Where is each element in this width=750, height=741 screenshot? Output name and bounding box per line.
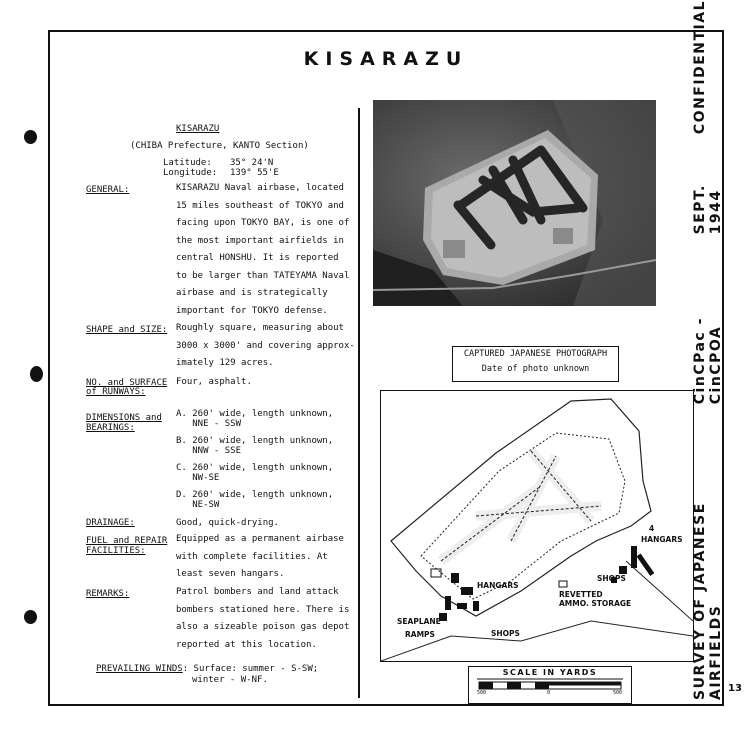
runway-a xyxy=(176,409,333,429)
runway-line: D. 260' wide, length unknown, xyxy=(176,490,334,500)
runway-d xyxy=(176,490,333,510)
runway-bearing: NNW - SSE xyxy=(176,446,242,456)
runway-b xyxy=(176,436,333,456)
winds-label: PREVAILING WINDS xyxy=(96,664,183,674)
label-revetted: REVETTED xyxy=(559,590,603,599)
label-hangars-left: HANGARS xyxy=(477,581,519,590)
general-line: central HONSHU. It is reported xyxy=(176,253,339,263)
remarks-text xyxy=(176,584,349,654)
drainage-label: DRAINAGE: xyxy=(86,518,135,528)
latitude-label: Latitude: xyxy=(163,158,212,168)
photo-caption xyxy=(452,346,619,382)
longitude-value: 139° 55'E xyxy=(230,168,279,178)
scale-left: 500 xyxy=(477,690,487,696)
dims-label-1: DIMENSIONS and xyxy=(86,413,162,423)
scale-graphic xyxy=(469,667,631,703)
longitude-label: Longitude: xyxy=(163,168,218,178)
prefecture: (CHIBA Prefecture, KANTO Section) xyxy=(130,141,309,151)
fuel-label-2: FACILITIES: xyxy=(86,546,146,556)
shape-label: SHAPE and SIZE: xyxy=(86,325,168,335)
remarks-line: reported at this location. xyxy=(176,639,317,650)
general-line: the most important airfields in xyxy=(176,235,344,246)
airfield-map xyxy=(380,390,694,662)
general-line: facing upon TOKYO BAY, is one of xyxy=(176,218,350,228)
aerial-photo-graphic xyxy=(373,100,656,306)
shape-line: Roughly square, measuring about xyxy=(176,323,344,333)
shape-line: imately 129 acres. xyxy=(176,358,274,368)
runway-bearing: NE-SW xyxy=(176,500,220,510)
page-frame xyxy=(48,30,724,706)
caption-line-2: Date of photo unknown xyxy=(481,364,590,374)
caption-line-1: CAPTURED JAPANESE PHOTOGRAPH xyxy=(463,349,608,359)
fuel-label-1: FUEL and REPAIR xyxy=(86,536,168,546)
page-number: 13 xyxy=(728,683,742,694)
remarks-label: REMARKS: xyxy=(86,589,130,599)
aerial-photo xyxy=(373,100,656,306)
fuel-line: with complete facilities. At xyxy=(176,551,328,562)
binder-hole-bottom xyxy=(24,610,37,624)
remarks-line: bombers stationed here. There is xyxy=(176,604,350,615)
scale-right: 500 xyxy=(613,690,623,696)
binder-hole-middle xyxy=(30,366,43,382)
shape-text xyxy=(176,320,355,373)
airfield-name: KISARAZU xyxy=(176,124,220,134)
latitude-value: 35° 24'N xyxy=(230,158,274,168)
scale-bar xyxy=(468,666,632,704)
general-line: KISARAZU Naval airbase, located xyxy=(176,183,344,193)
runways-label-1: NO. and SURFACE xyxy=(86,378,168,388)
general-text xyxy=(176,180,349,320)
runway-bearing: NW-SE xyxy=(176,473,220,483)
fuel-line: least seven hangars. xyxy=(176,569,285,579)
dims-label-2: BEARINGS: xyxy=(86,423,135,433)
label-seaplane: SEAPLANE xyxy=(397,617,441,626)
page-title: KISARAZU xyxy=(303,48,469,70)
general-line: airbase and is strategically xyxy=(176,288,328,298)
label-ramps: RAMPS xyxy=(405,630,435,639)
label-ammo: AMMO. STORAGE xyxy=(559,599,632,608)
label-shops-left: SHOPS xyxy=(491,629,520,638)
side-survey: SURVEY OF JAPANESE AIRFIELDS xyxy=(692,502,724,700)
general-label: GENERAL: xyxy=(86,185,130,195)
fuel-text xyxy=(176,531,344,584)
general-line: to be larger than TATEYAMA Naval xyxy=(176,270,350,281)
shape-line: 3000 x 3000' and covering approx- xyxy=(176,340,355,351)
binder-hole-top xyxy=(24,130,37,144)
label-hangars-right: HANGARS xyxy=(641,535,683,544)
runway-line: B. 260' wide, length unknown, xyxy=(176,436,334,446)
general-line: important for TOKYO defense. xyxy=(176,305,328,316)
scale-mid: 0 xyxy=(547,690,551,696)
label-shops-right: SHOPS xyxy=(597,574,626,583)
side-org: CinCPac - CinCPOA xyxy=(692,317,724,405)
winds xyxy=(96,664,318,686)
column-divider xyxy=(358,108,360,698)
runway-line: C. 260' wide, length unknown, xyxy=(176,463,334,473)
drainage-value: Good, quick-drying. xyxy=(176,518,279,528)
remarks-line: Patrol bombers and land attack xyxy=(176,587,339,597)
runways-label-2: of RUNWAYS: xyxy=(86,387,146,397)
side-classification: CONFIDENTIAL xyxy=(692,0,708,135)
runway-bearing: NNE - SSW xyxy=(176,419,242,429)
winds-winter: winter - W-NF. xyxy=(192,675,268,685)
winds-summer: : Surface: summer - S-SW; xyxy=(182,664,319,674)
general-line: 15 miles southeast of TOKYO and xyxy=(176,200,344,211)
remarks-line: also a sizeable poison gas depot xyxy=(176,622,350,632)
runways-value: Four, asphalt. xyxy=(176,377,252,387)
scale-title: SCALE IN YARDS xyxy=(502,668,598,677)
runway-c xyxy=(176,463,333,483)
label-4: 4 xyxy=(649,524,655,533)
runway-line: A. 260' wide, length unknown, xyxy=(176,409,334,419)
fuel-line: Equipped as a permanent airbase xyxy=(176,534,344,544)
side-date: SEPT. 1944 xyxy=(692,184,724,235)
